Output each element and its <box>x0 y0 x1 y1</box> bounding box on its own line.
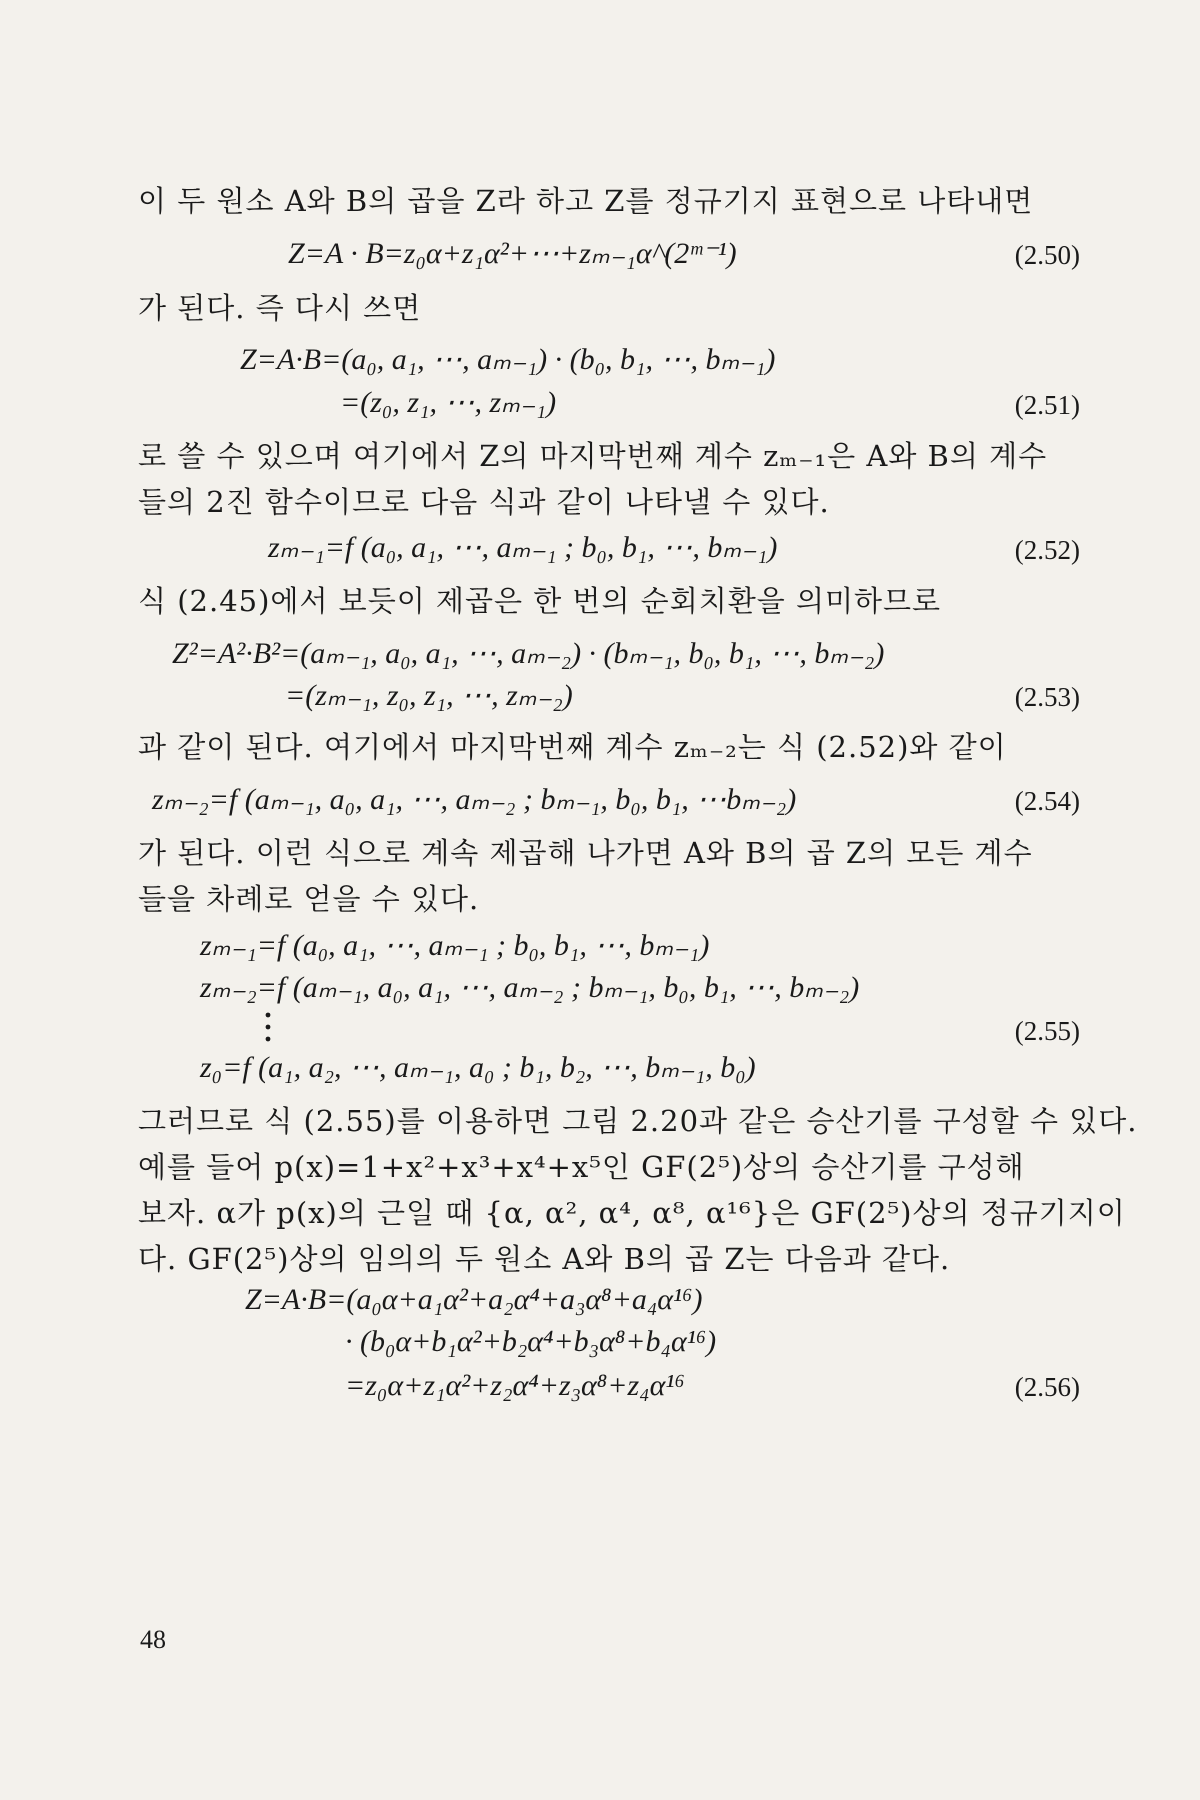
equation-number-2-52: (2.52) <box>1014 535 1080 565</box>
equation-2-51-line2: =(z₀, z₁, ⋯, zₘ₋₁) <box>340 386 557 419</box>
equation-2-55-line1: zₘ₋₁=f (a₀, a₁, ⋯, aₘ₋₁ ; b₀, b₁, ⋯, bₘ₋₁) <box>200 929 710 962</box>
equation-2-55-line3: z₀=f (a₁, a₂, ⋯, aₘ₋₁, a₀ ; b₁, b₂, ⋯, bₘ₋₁, b₀) <box>200 1051 756 1084</box>
equation-2-52: zₘ₋₁=f (a₀, a₁, ⋯, aₘ₋₁ ; b₀, b₁, ⋯, bₘ₋₁) <box>268 531 778 564</box>
vertical-ellipsis-icon <box>262 1010 274 1046</box>
equation-number-2-50: (2.50) <box>1014 240 1080 270</box>
paragraph-squaring <box>138 578 1088 624</box>
paragraph-intro <box>138 178 1088 224</box>
text-line: 들을 차례로 얻을 수 있다. <box>138 882 480 916</box>
paragraph-next-coefficient <box>138 724 1088 770</box>
text-line: 보자. α가 p(x)의 근일 때 {α, α², α⁴, α⁸, α¹⁶}은 GF(2⁵)상의 정규기지이 <box>138 1196 1126 1230</box>
text-line: 식 (2.45)에서 보듯이 제곱은 한 번의 순회치환을 의미하므로 <box>138 584 942 618</box>
equation-number-2-56: (2.56) <box>1014 1372 1080 1402</box>
equation-2-54: zₘ₋₂=f (aₘ₋₁, a₀, a₁, ⋯, aₘ₋₂ ; bₘ₋₁, b₀, b₁, ⋯bₘ₋₂) <box>152 783 797 816</box>
paragraph-all-coefficients <box>138 830 1088 922</box>
paragraph-restate <box>138 285 1088 331</box>
equation-number-2-51: (2.51) <box>1014 390 1080 420</box>
text-line: 그러므로 식 (2.55)를 이용하면 그림 2.20과 같은 승산기를 구성할 수 있다. <box>138 1104 1138 1138</box>
page-number: 48 <box>140 1625 166 1654</box>
equation-2-51-line1: Z=A·B=(a₀, a₁, ⋯, aₘ₋₁) · (b₀, b₁, ⋯, bₘ₋₁) <box>240 343 776 376</box>
equation-2-53-line1: Z²=A²·B²=(aₘ₋₁, a₀, a₁, ⋯, aₘ₋₂) · (bₘ₋₁, b₀, b₁, ⋯, bₘ₋₂) <box>172 637 885 670</box>
equation-number-2-54: (2.54) <box>1014 786 1080 816</box>
text-line: 가 된다. 즉 다시 쓰면 <box>138 291 422 325</box>
text-line: 과 같이 된다. 여기에서 마지막번째 계수 zₘ₋₂는 식 (2.52)와 같이 <box>138 730 1007 764</box>
equation-2-50: Z=A · B=z₀α+z₁α²+⋯+zₘ₋₁α^(2ᵐ⁻¹) <box>288 237 737 270</box>
text-line: 이 두 원소 A와 B의 곱을 Z라 하고 Z를 정규기지 표현으로 나타내면 <box>138 184 1034 218</box>
text-line: 예를 들어 p(x)=1+x²+x³+x⁴+x⁵인 GF(2⁵)상의 승산기를 구성해 <box>138 1150 1025 1184</box>
text-line: 로 쓸 수 있으며 여기에서 Z의 마지막번째 계수 zₘ₋₁은 A와 B의 계수 <box>138 439 1048 473</box>
equation-2-56-line3: =z₀α+z₁α²+z₂α⁴+z₃α⁸+z₄α¹⁶ <box>345 1369 685 1402</box>
paragraph-binary-function <box>138 433 1088 525</box>
equation-2-56-line2: · (b₀α+b₁α²+b₂α⁴+b₃α⁸+b₄α¹⁶) <box>345 1325 717 1358</box>
equation-2-55-line2: zₘ₋₂=f (aₘ₋₁, a₀, a₁, ⋯, aₘ₋₂ ; bₘ₋₁, b₀, b₁, ⋯, bₘ₋₂) <box>200 971 860 1004</box>
equation-number-2-55: (2.55) <box>1014 1016 1080 1046</box>
vertical-ellipsis <box>262 1010 274 1046</box>
equation-2-53-line2: =(zₘ₋₁, z₀, z₁, ⋯, zₘ₋₂) <box>285 679 573 712</box>
text-line: 들의 2진 함수이므로 다음 식과 같이 나타낼 수 있다. <box>138 485 830 519</box>
text-line: 다. GF(2⁵)상의 임의의 두 원소 A와 B의 곱 Z는 다음과 같다. <box>138 1242 951 1276</box>
equation-2-56-line1: Z=A·B=(a₀α+a₁α²+a₂α⁴+a₃α⁸+a₄α¹⁶) <box>245 1283 703 1316</box>
paragraph-multiplier-example <box>138 1098 1138 1282</box>
text-line: 가 된다. 이런 식으로 계속 제곱해 나가면 A와 B의 곱 Z의 모든 계수 <box>138 836 1033 870</box>
equation-number-2-53: (2.53) <box>1014 682 1080 712</box>
